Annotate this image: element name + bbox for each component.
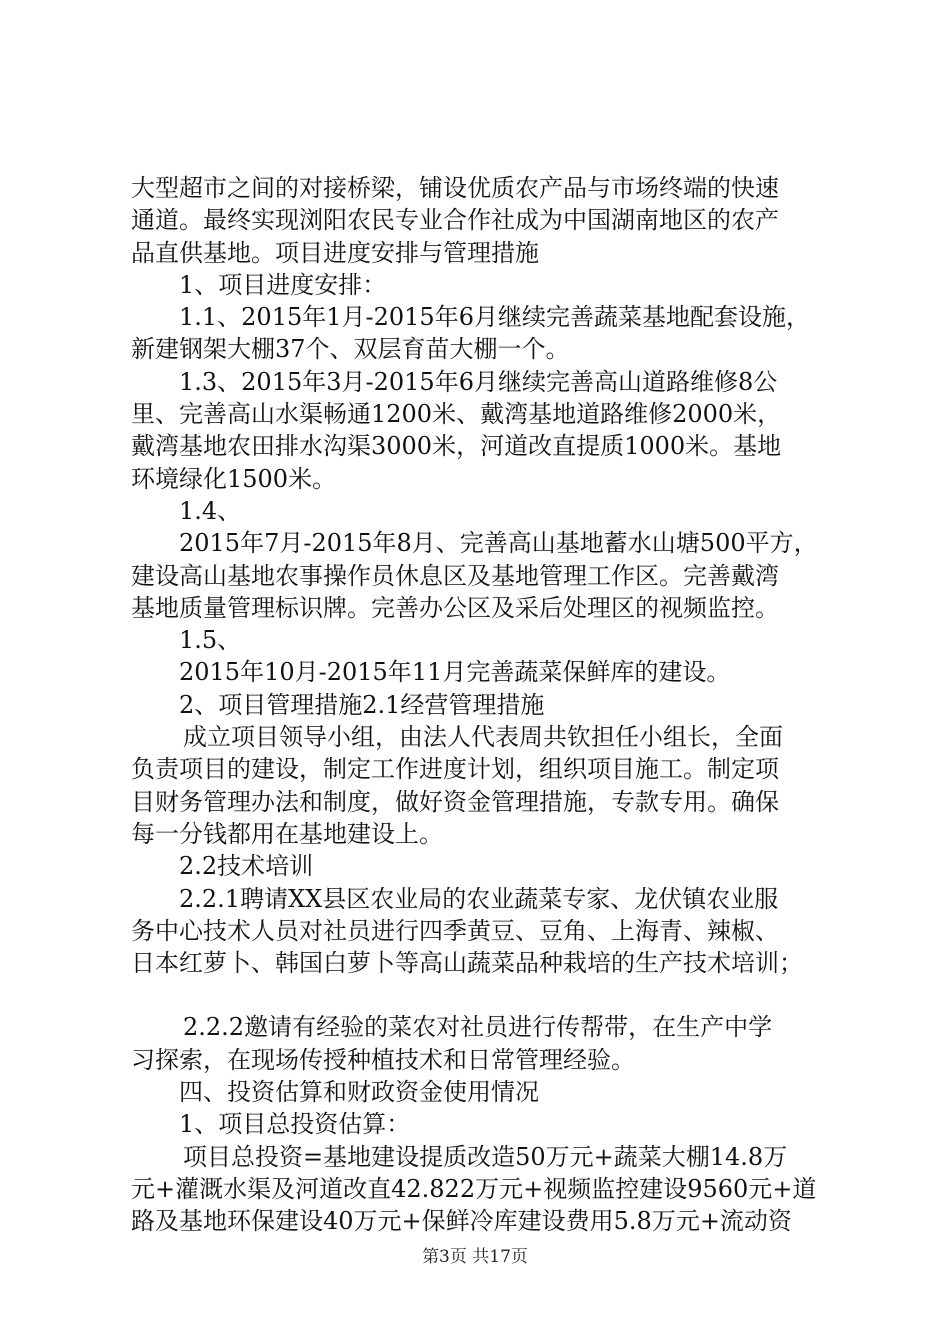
paragraph-line: 习探索，在现场传授种植技术和日常管理经验。 [131,1045,635,1074]
paragraph-line: 通道。最终实现浏阳农民专业合作社成为中国湖南地区的农产 [131,206,779,235]
paragraph-line: 路及基地环保建设40万元+保鲜冷库建设费用5.8万元+流动资 [131,1207,792,1236]
paragraph-line: 品直供基地。项目进度安排与管理措施 [131,238,539,267]
section-heading: 1、项目进度安排： [179,270,387,299]
paragraph-line: 负责项目的建设，制定工作进度计划，组织项目施工。制定项 [131,755,779,784]
paragraph-line: 成立项目领导小组，由法人代表周共钦担任小组长，全面 [183,723,783,752]
paragraph-line: 2.2.1聘请XX县区农业局的农业蔬菜专家、龙伏镇农业服 [179,884,779,913]
section-heading: 四、投资估算和财政资金使用情况 [179,1078,539,1107]
section-heading: 2.2技术培训 [179,852,314,881]
paragraph-line: 2015年10月-2015年11月完善蔬菜保鲜库的建设。 [179,658,731,687]
paragraph-line: 环境绿化1500米。 [131,464,337,493]
page-footer: 第3页 共17页 [422,1247,528,1267]
paragraph-line: 目财务管理办法和制度，做好资金管理措施，专款专用。确保 [131,787,779,816]
paragraph-line: 建设高山基地农事操作员休息区及基地管理工作区。完善戴湾 [131,561,779,590]
paragraph-line: 1.3、2015年3月-2015年6月继续完善高山道路维修8公 [179,367,778,396]
paragraph-line: 戴湾基地农田排水沟渠3000米，河道改直提质1000米。基地 [131,432,782,461]
section-heading: 2、项目管理措施2.1经营管理措施 [179,690,545,719]
paragraph-line: 日本红萝卜、韩国白萝卜等高山蔬菜品种栽培的生产技术培训； [131,949,803,978]
paragraph-line: 1.1、2015年1月-2015年6月继续完善蔬菜基地配套设施， [179,303,810,332]
paragraph-line: 元+灌溉水渠及河道改直42.822万元+视频监控建设9560元+道 [131,1174,817,1203]
blank-line [131,979,831,1011]
paragraph-line: 1.4、 [179,496,242,525]
paragraph-line: 1.5、 [179,626,242,655]
paragraph-line: 新建钢架大棚37个、双层育苗大棚一个。 [131,335,570,364]
paragraph-line: 每一分钱都用在基地建设上。 [131,819,443,848]
paragraph-line: 项目总投资=基地建设提质改造50万元+蔬菜大棚14.8万 [183,1142,788,1171]
document-body [131,172,831,1238]
paragraph-line: 里、完善高山水渠畅通1200米、戴湾基地道路维修2000米， [131,400,782,429]
paragraph-line: 基地质量管理标识牌。完善办公区及采后处理区的视频监控。 [131,593,779,622]
paragraph-line: 2.2.2邀请有经验的菜农对社员进行传帮带，在生产中学 [183,1013,773,1042]
paragraph-line: 2015年7月-2015年8月、完善高山基地蓄水山塘500平方， [179,529,818,558]
section-heading: 1、项目总投资估算： [179,1110,411,1139]
paragraph-line: 大型超市之间的对接桥梁，铺设优质农产品与市场终端的快速 [131,174,779,202]
paragraph-line: 务中心技术人员对社员进行四季黄豆、豆角、上海青、辣椒、 [131,916,779,945]
